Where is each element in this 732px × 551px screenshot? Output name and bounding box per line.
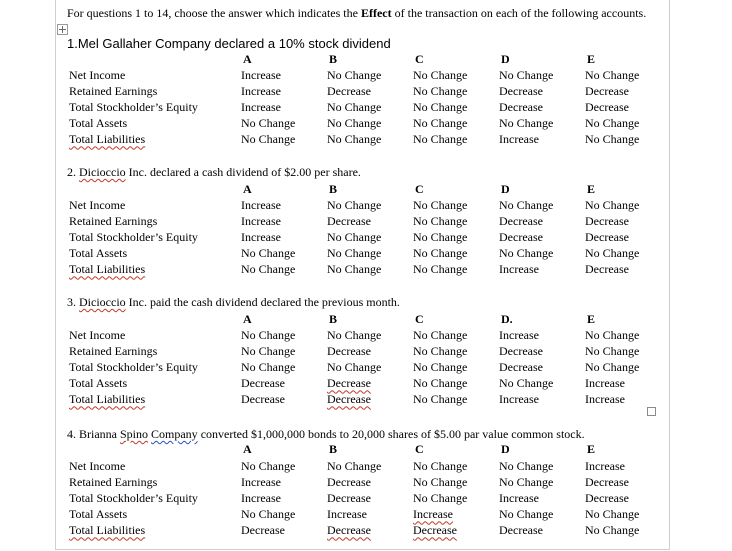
- table-cell: No Change: [499, 68, 554, 82]
- table-move-handle-icon[interactable]: [57, 24, 68, 35]
- table-cell: No Change: [585, 507, 640, 522]
- table-cell: No Change: [585, 116, 640, 131]
- table-cell: No Change: [413, 344, 468, 359]
- question-4-option-b: B: [329, 442, 338, 456]
- table-cell: No Change: [499, 475, 554, 490]
- question-3-title: 3. Dicioccio Inc. paid the cash dividend declared the previous month.: [67, 295, 400, 309]
- table-cell: No Change: [413, 230, 468, 245]
- table-cell: No Change: [413, 328, 468, 342]
- table-cell: Decrease: [499, 523, 543, 538]
- account-label: Total Stockholder’s Equity: [69, 100, 198, 115]
- table-cell: Decrease: [241, 523, 285, 538]
- question-4-option-c: C: [415, 442, 424, 456]
- account-label: Total Liabilities: [69, 523, 146, 538]
- question-2-option-a: A: [243, 182, 252, 196]
- table-cell: Decrease: [241, 392, 285, 407]
- table-cell: Decrease: [327, 392, 371, 407]
- question-2-option-b: B: [329, 182, 338, 196]
- table-cell: No Change: [413, 132, 468, 147]
- table-cell: Decrease: [499, 100, 543, 115]
- account-label: Retained Earnings: [69, 214, 158, 229]
- table-cell: Decrease: [585, 100, 629, 115]
- table-cell: No Change: [327, 68, 382, 82]
- question-4-option-a: A: [243, 442, 252, 456]
- table-cell: Increase: [499, 132, 539, 147]
- account-label: Net Income: [69, 328, 126, 342]
- table-cell: Decrease: [585, 84, 629, 99]
- table-cell: No Change: [499, 507, 554, 522]
- table-cell: No Change: [413, 246, 468, 261]
- table-cell: Increase: [241, 475, 281, 490]
- table-cell: No Change: [241, 328, 296, 342]
- table-cell: Decrease: [499, 344, 543, 359]
- table-cell: No Change: [585, 360, 640, 375]
- table-cell: No Change: [241, 459, 296, 473]
- question-3-option-d: D.: [501, 312, 513, 326]
- question-1-title: 1.Mel Gallaher Company declared a 10% stock dividend: [67, 36, 391, 51]
- table-cell: No Change: [585, 523, 640, 538]
- account-label: Total Stockholder’s Equity: [69, 230, 198, 245]
- account-label: Net Income: [69, 198, 126, 212]
- table-cell: Increase: [241, 68, 281, 82]
- table-cell: No Change: [327, 360, 382, 375]
- table-cell: No Change: [413, 392, 468, 407]
- table-cell: Decrease: [413, 523, 457, 538]
- table-cell: No Change: [585, 246, 640, 261]
- table-cell: Decrease: [327, 344, 371, 359]
- account-label: Total Liabilities: [69, 392, 146, 407]
- table-cell: No Change: [499, 116, 554, 131]
- instructions: For questions 1 to 14, choose the answer which indicates the Effect of the transaction on each of the following accounts.: [67, 6, 647, 20]
- table-cell: No Change: [241, 132, 296, 147]
- account-label: Total Stockholder’s Equity: [69, 360, 198, 375]
- table-cell: No Change: [499, 246, 554, 261]
- table-cell: No Change: [413, 491, 468, 506]
- table-cell: Increase: [585, 376, 625, 391]
- question-4-title: 4. Brianna Spino Company converted $1,000,000 bonds to 20,000 shares of $5.00 par value common stock.: [67, 427, 585, 441]
- question-1-option-b: B: [329, 52, 338, 66]
- table-cell: Decrease: [585, 214, 629, 229]
- table-cell: Decrease: [499, 360, 543, 375]
- table-cell: No Change: [499, 198, 554, 212]
- table-cell: Increase: [499, 328, 539, 342]
- table-cell: No Change: [327, 132, 382, 147]
- table-cell: Decrease: [499, 214, 543, 229]
- table-cell: No Change: [413, 100, 468, 115]
- question-2-option-d: D: [501, 182, 510, 196]
- table-cell: Decrease: [327, 84, 371, 99]
- table-cell: No Change: [241, 344, 296, 359]
- question-3-option-b: B: [329, 312, 338, 326]
- table-cell: No Change: [413, 475, 468, 490]
- table-cell: No Change: [327, 116, 382, 131]
- table-cell: No Change: [585, 68, 640, 82]
- table-cell: No Change: [327, 262, 382, 277]
- question-1-option-a: A: [243, 52, 252, 66]
- question-4-option-d: D: [501, 442, 510, 456]
- table-cell: No Change: [241, 507, 296, 522]
- question-1-option-e: E: [587, 52, 596, 66]
- account-label: Total Assets: [69, 246, 128, 261]
- table-cell: No Change: [241, 262, 296, 277]
- table-cell: No Change: [413, 459, 468, 473]
- table-cell: No Change: [327, 198, 382, 212]
- table-cell: Increase: [241, 491, 281, 506]
- table-cell: Increase: [241, 214, 281, 229]
- table-cell: Increase: [241, 84, 281, 99]
- account-label: Net Income: [69, 459, 126, 473]
- table-cell: Decrease: [327, 523, 371, 538]
- table-cell: No Change: [413, 214, 468, 229]
- question-3-option-a: A: [243, 312, 252, 326]
- table-cell: No Change: [585, 198, 640, 212]
- table-cell: No Change: [241, 116, 296, 131]
- table-cell: No Change: [585, 344, 640, 359]
- question-1-option-d: D: [501, 52, 510, 66]
- table-cell: Decrease: [585, 491, 629, 506]
- question-2-option-e: E: [587, 182, 596, 196]
- table-cell: Increase: [499, 392, 539, 407]
- table-resize-handle-icon[interactable]: [647, 407, 656, 416]
- question-2-title: 2. Dicioccio Inc. declared a cash dividend of $2.00 per share.: [67, 165, 361, 179]
- table-cell: Decrease: [327, 491, 371, 506]
- table-cell: Increase: [585, 392, 625, 407]
- table-cell: No Change: [327, 246, 382, 261]
- table-cell: Decrease: [585, 230, 629, 245]
- table-cell: No Change: [241, 360, 296, 375]
- table-cell: No Change: [413, 198, 468, 212]
- table-cell: Decrease: [585, 262, 629, 277]
- table-cell: Decrease: [241, 376, 285, 391]
- table-cell: Decrease: [327, 376, 371, 391]
- table-cell: Increase: [327, 507, 367, 522]
- table-cell: No Change: [499, 376, 554, 391]
- table-cell: Decrease: [585, 475, 629, 490]
- table-cell: No Change: [413, 116, 468, 131]
- table-cell: No Change: [327, 230, 382, 245]
- table-cell: Increase: [499, 491, 539, 506]
- table-cell: No Change: [327, 328, 382, 342]
- question-3-option-e: E: [587, 312, 596, 326]
- account-label: Net Income: [69, 68, 126, 82]
- account-label: Total Liabilities: [69, 132, 146, 147]
- table-cell: Increase: [241, 230, 281, 245]
- table-cell: Decrease: [327, 475, 371, 490]
- question-1-option-c: C: [415, 52, 424, 66]
- account-label: Retained Earnings: [69, 84, 158, 99]
- table-cell: No Change: [327, 459, 382, 473]
- account-label: Retained Earnings: [69, 344, 158, 359]
- table-cell: Increase: [241, 198, 281, 212]
- table-cell: No Change: [499, 459, 554, 473]
- table-cell: No Change: [327, 100, 382, 115]
- table-cell: Increase: [413, 507, 453, 522]
- question-4-option-e: E: [587, 442, 596, 456]
- table-cell: Increase: [499, 262, 539, 277]
- account-label: Total Liabilities: [69, 262, 146, 277]
- table-cell: No Change: [413, 376, 468, 391]
- account-label: Total Stockholder’s Equity: [69, 491, 198, 506]
- question-2-option-c: C: [415, 182, 424, 196]
- account-label: Total Assets: [69, 116, 128, 131]
- account-label: Retained Earnings: [69, 475, 158, 490]
- table-cell: No Change: [585, 328, 640, 342]
- table-cell: No Change: [413, 68, 468, 82]
- table-cell: Increase: [241, 100, 281, 115]
- table-cell: No Change: [413, 262, 468, 277]
- table-cell: No Change: [413, 360, 468, 375]
- table-cell: Decrease: [499, 230, 543, 245]
- table-cell: No Change: [585, 132, 640, 147]
- question-3-option-c: C: [415, 312, 424, 326]
- table-cell: No Change: [241, 246, 296, 261]
- table-cell: Decrease: [327, 214, 371, 229]
- account-label: Total Assets: [69, 507, 128, 522]
- table-cell: No Change: [413, 84, 468, 99]
- account-label: Total Assets: [69, 376, 128, 391]
- table-cell: Increase: [585, 459, 625, 473]
- table-cell: Decrease: [499, 84, 543, 99]
